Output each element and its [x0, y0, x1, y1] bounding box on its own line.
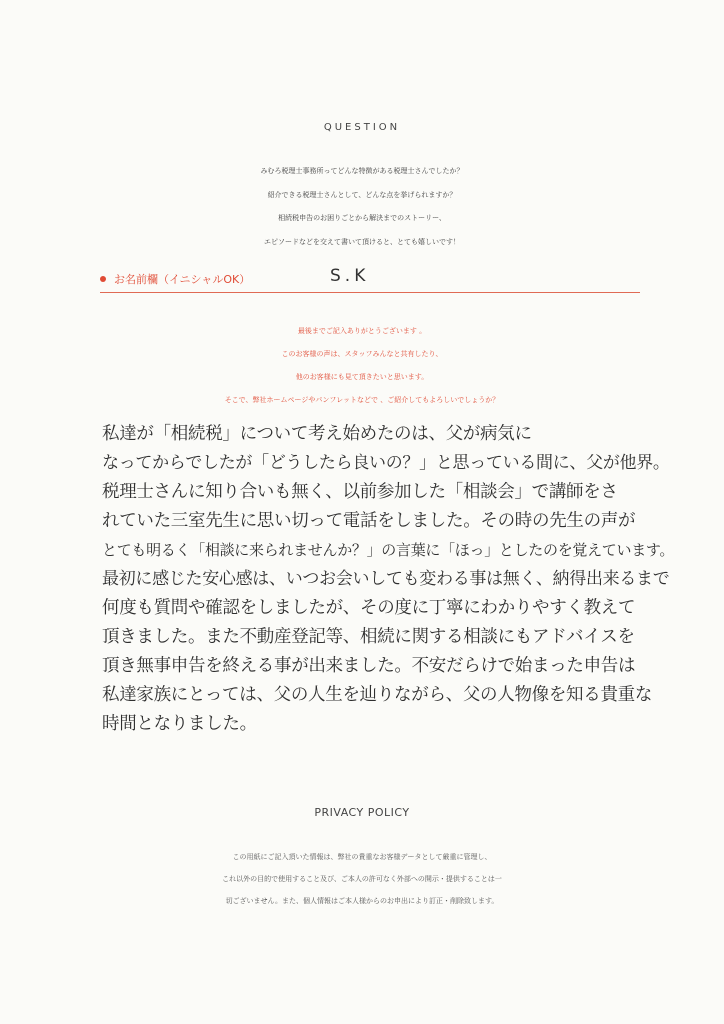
answer-line: 頂きました。また不動産登記等、相続に関する相談にもアドバイスを	[102, 627, 635, 647]
thanks-line: 他のお客様にも見て頂きたいと思います。	[295, 373, 429, 381]
handwritten-answer	[102, 420, 675, 739]
bullet-icon	[100, 276, 106, 282]
name-field-label: お名前欄（イニシャルOK）	[114, 273, 251, 286]
privacy-line: この用紙にご記入頂いた情報は、弊社の貴重なお客様データとして厳重に管理し、	[232, 853, 492, 861]
privacy-line: 切ございません。また、個人情報はご本人様からのお申出により訂正・削除致します。	[225, 897, 499, 905]
question-line: みむろ税理士事務所ってどんな特徴がある税理士さんでしたか？	[260, 167, 464, 175]
privacy-policy-text	[0, 846, 724, 912]
question-line: 紹介できる税理士さんとして、どんな点を挙げられますか？	[267, 190, 457, 199]
answer-line: 私達が「相続税」について考え始めたのは、父が病気に	[102, 424, 532, 444]
answer-line: 頂き無事申告を終える事が出来ました。不安だらけで始まった申告は	[102, 656, 636, 676]
answer-line: 税理士さんに知り合いも無く、以前参加した「相談会」で講師をさ	[102, 482, 618, 502]
question-text	[0, 160, 724, 254]
question-heading: QUESTION	[323, 122, 401, 133]
thanks-message	[0, 320, 724, 412]
answer-line: なってからでしたが「どうしたら良いの？」と思っている間に、父が他界。	[102, 453, 670, 473]
answer-line: 時間となりました。	[102, 714, 257, 734]
thanks-line: そこで、弊社ホームページやパンフレットなどで 、ご紹介してもよろしいでしょうか？	[224, 396, 500, 404]
answer-line: 何度も質問や確認をしましたが、その度に丁寧にわかりやすく教えて	[102, 598, 636, 618]
question-line: エピソードなどを交えて書いて頂けると、とても嬉しいです！	[264, 237, 460, 246]
answer-line: れていた三室先生に思い切って電話をしました。その時の先生の声が	[102, 511, 636, 531]
name-field-value: S.K	[330, 266, 370, 286]
answer-line: 私達家族にとっては、父の人生を辿りながら、父の人物像を知る貴重な	[102, 685, 653, 705]
privacy-policy-heading: PRIVACY POLICY	[314, 806, 410, 819]
thanks-line: 最後までご記入ありがとうございます 。	[297, 327, 427, 335]
name-field-row	[100, 266, 640, 293]
thanks-line: このお客様の声は、スタッフみんなと共有したり、	[281, 350, 443, 358]
answer-line: 最初に感じた安心感は、いつお会いしても変わる事は無く、納得出来るまで	[102, 569, 670, 589]
question-line: 相続税申告のお困りごとから解決までのストーリー、	[278, 214, 446, 222]
answer-line: とても明るく「相談に来られませんか？」の言葉に「ほっ」としたのを覚えています。	[102, 541, 675, 559]
privacy-line: これ以外の目的で使用すること及び、ご本人の許可なく外部への開示・提供することは一	[222, 875, 502, 883]
